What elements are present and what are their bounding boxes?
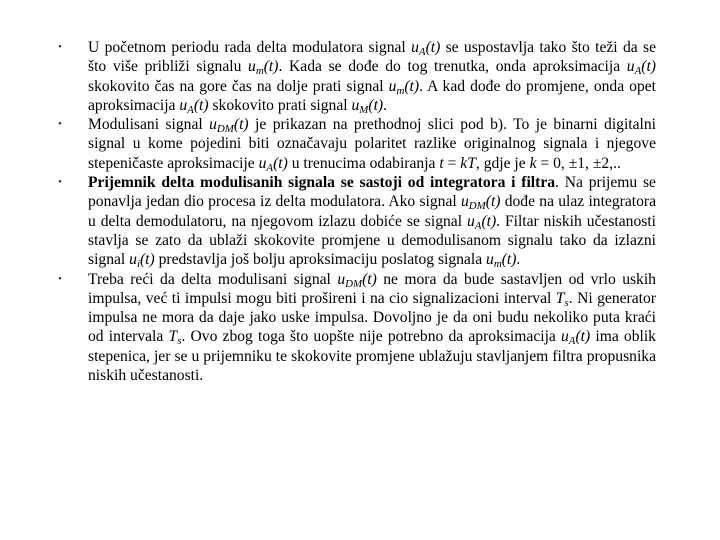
bullet-text: Modulisani signal $u_{DM}(t)$ je prikazan na prethodnoj slici pod b). To je binarni digitalni signal u kome pojedini biti označavaju polaritet razlike originalnog signala i njegove stepeničaste aproksimacije $u_A(t)$ u trenucima odabiranja t = kT, gdje je k = 0, ±1, ±2,.. (88, 116, 656, 174)
bullet-text: Prijemnik delta modulisanih signala se sastoji od integratora i filtra. Na prijemu se ponavlja jedan dio procesa iz delta modulatora. Ako signal $u_{DM}(t)$ dođe na ulaz integratora u delta demodulatoru, na njegovom izlazu dobiće se signal $u_A(t)$. Filtar niskih učestanosti stavlja se zato da ublaži skokovite promjene u demodulisanom signalu tako da izlazni signal $u_i(t)$ predstavlja još bolju aproksimaciju poslatog signala $u_m(t)$. (88, 174, 657, 271)
bullet-item (56, 270, 656, 386)
bullet-dot-icon: • (58, 272, 62, 285)
bullet-text: Treba reći da delta modulisani signal $u_{DM}(t)$ ne mora da bude sastavljen od vrlo uskih impulsa, već ti impulsi mogu biti prošireni i na cio signalizacioni interval $T_s$. Ni generator impulsa ne mora da daje jako uske impulsa. Dovoljno je da oni budu nekoliko puta kraći od intervala $T_s$. Ovo zbog toga što uopšte nije potrebno da aproksimacija $u_A(t)$ ima oblik stepenica, jer se u prijemniku te skokovite promjene ublažuju stavljanjem filtra propusnika niskih učestanosti. (88, 270, 656, 385)
bullet-dot-icon: • (58, 118, 62, 131)
bullet-item (56, 38, 656, 115)
bullet-text: U početnom periodu rada delta modulatora signal $u_A(t)$ se uspostavlja tako što teži da se što više približi signalu $u_m(t)$. Kada se dođe do tog trenutka, onda aproksimacija $u_A(t)$ skokovito čas na gore čas na dolje prati signal $u_m(t)$. A kad dođe do promjene, onda opet aproksimacija $u_A(t)$ skokovito prati signal $u_M(t)$. (88, 39, 656, 116)
bullet-item (56, 115, 656, 173)
bullet-list (56, 38, 656, 385)
bullet-item (56, 173, 656, 269)
bullet-dot-icon: • (58, 41, 62, 53)
bullet-dot-icon: • (58, 176, 62, 189)
